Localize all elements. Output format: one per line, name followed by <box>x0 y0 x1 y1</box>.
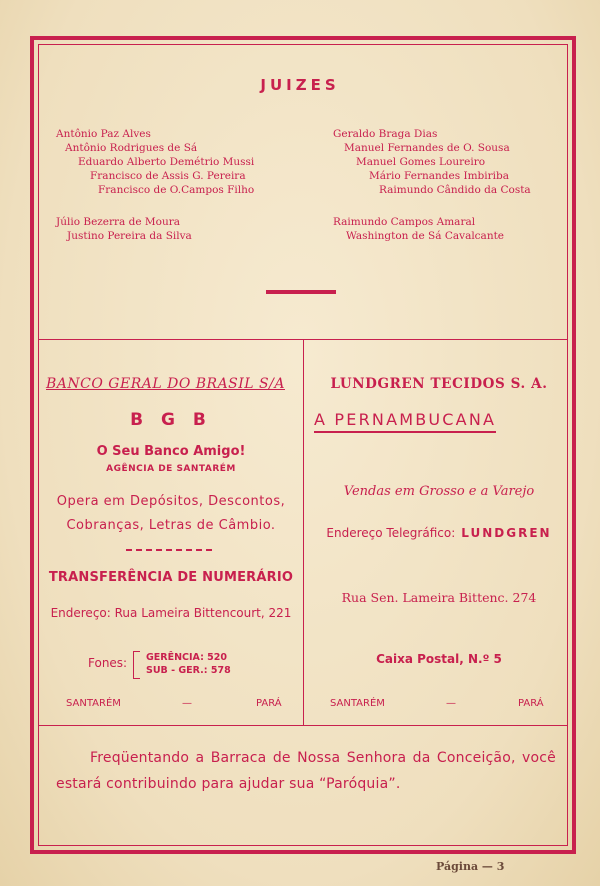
telegraphic-value: LUNDGREN <box>461 526 552 540</box>
store-address: Rua Sen. Lameira Bittenc. 274 <box>341 590 537 605</box>
dashed-divider <box>126 549 212 551</box>
separator-dash: — <box>182 698 192 709</box>
footer-text: Freqüentando a Barraca de Nossa Senhora da Conceição, você estará contribuindo para ajudar sua “Paróquia”. <box>56 750 556 792</box>
telegraphic-address <box>310 526 568 540</box>
page-number: Página — 3 <box>436 860 505 873</box>
judge-name: Francisco de O.Campos Filho <box>98 184 255 196</box>
company-name: LUNDGREN TECIDOS S. A. <box>330 376 548 392</box>
store-name: A PERNAMBUCANA <box>314 410 496 433</box>
bank-address: Endereço: Rua Lameira Bittencourt, 221 <box>50 606 292 620</box>
city-name: SANTARÉM <box>66 698 121 709</box>
judge-name: Francisco de Assis G. Pereira <box>90 170 246 182</box>
state-name: PARÁ <box>518 698 544 709</box>
judge-name: Manuel Gomes Loureiro <box>356 156 486 168</box>
city-name: SANTARÉM <box>330 698 385 709</box>
judge-name: Manuel Fernandes de O. Sousa <box>344 142 510 154</box>
state-name: PARÁ <box>256 698 282 709</box>
judge-name: Mário Fernandes Imbiriba <box>369 170 509 182</box>
phone-subgerencia: SUB - GER.: 578 <box>146 665 231 676</box>
bank-branch: AGÊNCIA DE SANTARÉM <box>106 464 236 474</box>
judge-name: Júlio Bezerra de Moura <box>56 216 181 228</box>
bank-operations-line: Opera em Depósitos, Descontos, <box>56 494 286 509</box>
juizes-title: JUIZES <box>260 76 340 94</box>
bank-acronym: B G B <box>130 410 212 430</box>
footer-paragraph <box>56 745 556 797</box>
bank-operations-line: Cobranças, Letras de Câmbio. <box>66 518 276 533</box>
grid-line <box>303 339 304 725</box>
grid-line <box>38 725 568 726</box>
phones-label: Fones: <box>88 656 128 670</box>
judge-name: Washington de Sá Cavalcante <box>346 230 505 242</box>
judge-name: Raimundo Cândido da Costa <box>379 184 531 196</box>
bank-transfer-heading: TRANSFERÊNCIA DE NUMERÁRIO <box>48 570 294 585</box>
telegraphic-label: Endereço Telegráfico: <box>326 526 456 540</box>
bank-slogan: O Seu Banco Amigo! <box>96 444 246 459</box>
judge-name: Justino Pereira da Silva <box>67 230 192 242</box>
bank-name: BANCO GERAL DO BRASIL S/A <box>46 376 285 392</box>
judge-name: Antônio Rodrigues de Sá <box>65 142 198 154</box>
phone-gerencia: GERÊNCIA: 520 <box>146 652 228 663</box>
judge-name: Geraldo Braga Dias <box>333 128 438 140</box>
judge-name: Raimundo Campos Amaral <box>333 216 476 228</box>
judge-name: Eduardo Alberto Demétrio Mussi <box>78 156 255 168</box>
postal-box: Caixa Postal, N.º 5 <box>376 652 502 666</box>
phones-bracket <box>133 651 140 679</box>
judge-name: Antônio Paz Alves <box>56 128 151 140</box>
sales-tagline: Vendas em Grosso e a Varejo <box>343 484 535 499</box>
separator-dash: — <box>446 698 456 709</box>
section-divider-bar <box>266 290 336 294</box>
